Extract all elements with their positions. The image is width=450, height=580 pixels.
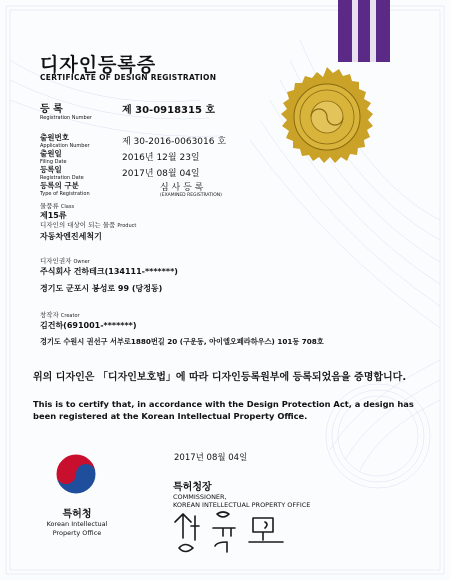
reg-type-value-kr: 심 사 등 록 — [160, 183, 204, 193]
product-label-en: Product — [117, 223, 137, 229]
creator-label-en: Creator — [60, 313, 80, 319]
registration-date: 2017년 08월 04일 — [122, 169, 200, 179]
creator-name: 김건하(691001-*******) — [40, 321, 137, 330]
class-label-en: Class — [60, 204, 75, 210]
application-number: 제 30-2016-0063016 호 — [122, 137, 227, 147]
gold-seal-icon — [276, 66, 378, 168]
product-label-kr: 디자인의 대상이 되는 물품 — [40, 221, 116, 229]
product-value: 자동차엔진세척기 — [40, 232, 102, 241]
creator-label-kr: 창작자 — [40, 311, 59, 319]
creator-label — [40, 310, 80, 319]
commissioner-title-kr: 특허청장 — [173, 482, 212, 493]
registration-label-kr: 등 록 — [40, 104, 63, 115]
filing-date: 2016년 12월 23일 — [122, 153, 200, 163]
owner-label — [40, 256, 90, 265]
product-label — [40, 220, 136, 229]
owner-label-kr: 디자인권자 — [40, 257, 72, 265]
statement-kr: 위의 디자인은 「디자인보호법」에 따라 디자인등록원부에 등록되었음을 증명합니다. — [33, 372, 407, 383]
reg-type-value — [160, 180, 222, 198]
registration-number: 제 30-0918315 호 — [122, 105, 216, 116]
reg-date-label-en: Registration Date — [40, 175, 84, 181]
kipo-name-en — [37, 520, 117, 538]
kipo-name-en-line2: Property Office — [52, 529, 102, 537]
commissioner-title-en-line2: KOREAN INTELLECTUAL PROPERTY OFFICE — [173, 501, 311, 509]
kipo-emblem-icon — [54, 452, 98, 496]
kipo-name-en-line1: Korean Intellectual — [46, 520, 108, 528]
creator-address: 경기도 수원시 권선구 서부로1880번길 20 (구운동, 아이엘오페라하우스) 101동 708호 — [40, 337, 324, 346]
ribbon-decoration — [338, 0, 390, 62]
filing-label — [40, 148, 67, 165]
kipo-name-kr: 특허청 — [62, 509, 92, 520]
filing-label-en: Filing Date — [40, 159, 67, 165]
owner-name: 주식회사 건하테크(134111-*******) — [40, 267, 178, 276]
commissioner-title-en — [173, 493, 310, 509]
statement-en: This is to certify that, in accordance with the Design Protection Act, a design has been registered at the Korean Intellectual Property Office. — [33, 399, 414, 421]
reg-type-label-en: Type of Registration — [40, 191, 90, 197]
class-value: 제15류 — [40, 211, 67, 220]
issue-date: 2017년 08월 04일 — [174, 453, 248, 463]
owner-label-en: Owner — [73, 259, 90, 265]
application-label — [40, 132, 90, 149]
reg-type-label — [40, 180, 90, 197]
registration-label-en: Registration Number — [40, 115, 92, 121]
certificate-subtitle: CERTIFICATE OF DESIGN REGISTRATION — [40, 73, 217, 82]
application-label-kr: 출원번호 — [40, 133, 69, 142]
registration-label — [40, 100, 92, 121]
owner-address: 경기도 군포시 봉성로 99 (당정동) — [40, 284, 163, 293]
filing-label-kr: 출원일 — [40, 149, 62, 158]
certificate-title: 디자인등록증 — [40, 54, 157, 76]
signature — [165, 508, 295, 558]
reg-type-value-en: (EXAMINED REGISTRATION) — [160, 193, 222, 198]
reg-date-label-kr: 등록일 — [40, 165, 62, 174]
application-label-en: Application Number — [40, 143, 90, 149]
class-label-kr: 물품류 — [40, 202, 59, 210]
reg-type-label-kr: 등록의 구분 — [40, 181, 79, 190]
reg-date-label — [40, 164, 84, 181]
commissioner-title-en-line1: COMMISSIONER, — [173, 493, 227, 501]
class-label — [40, 201, 74, 210]
